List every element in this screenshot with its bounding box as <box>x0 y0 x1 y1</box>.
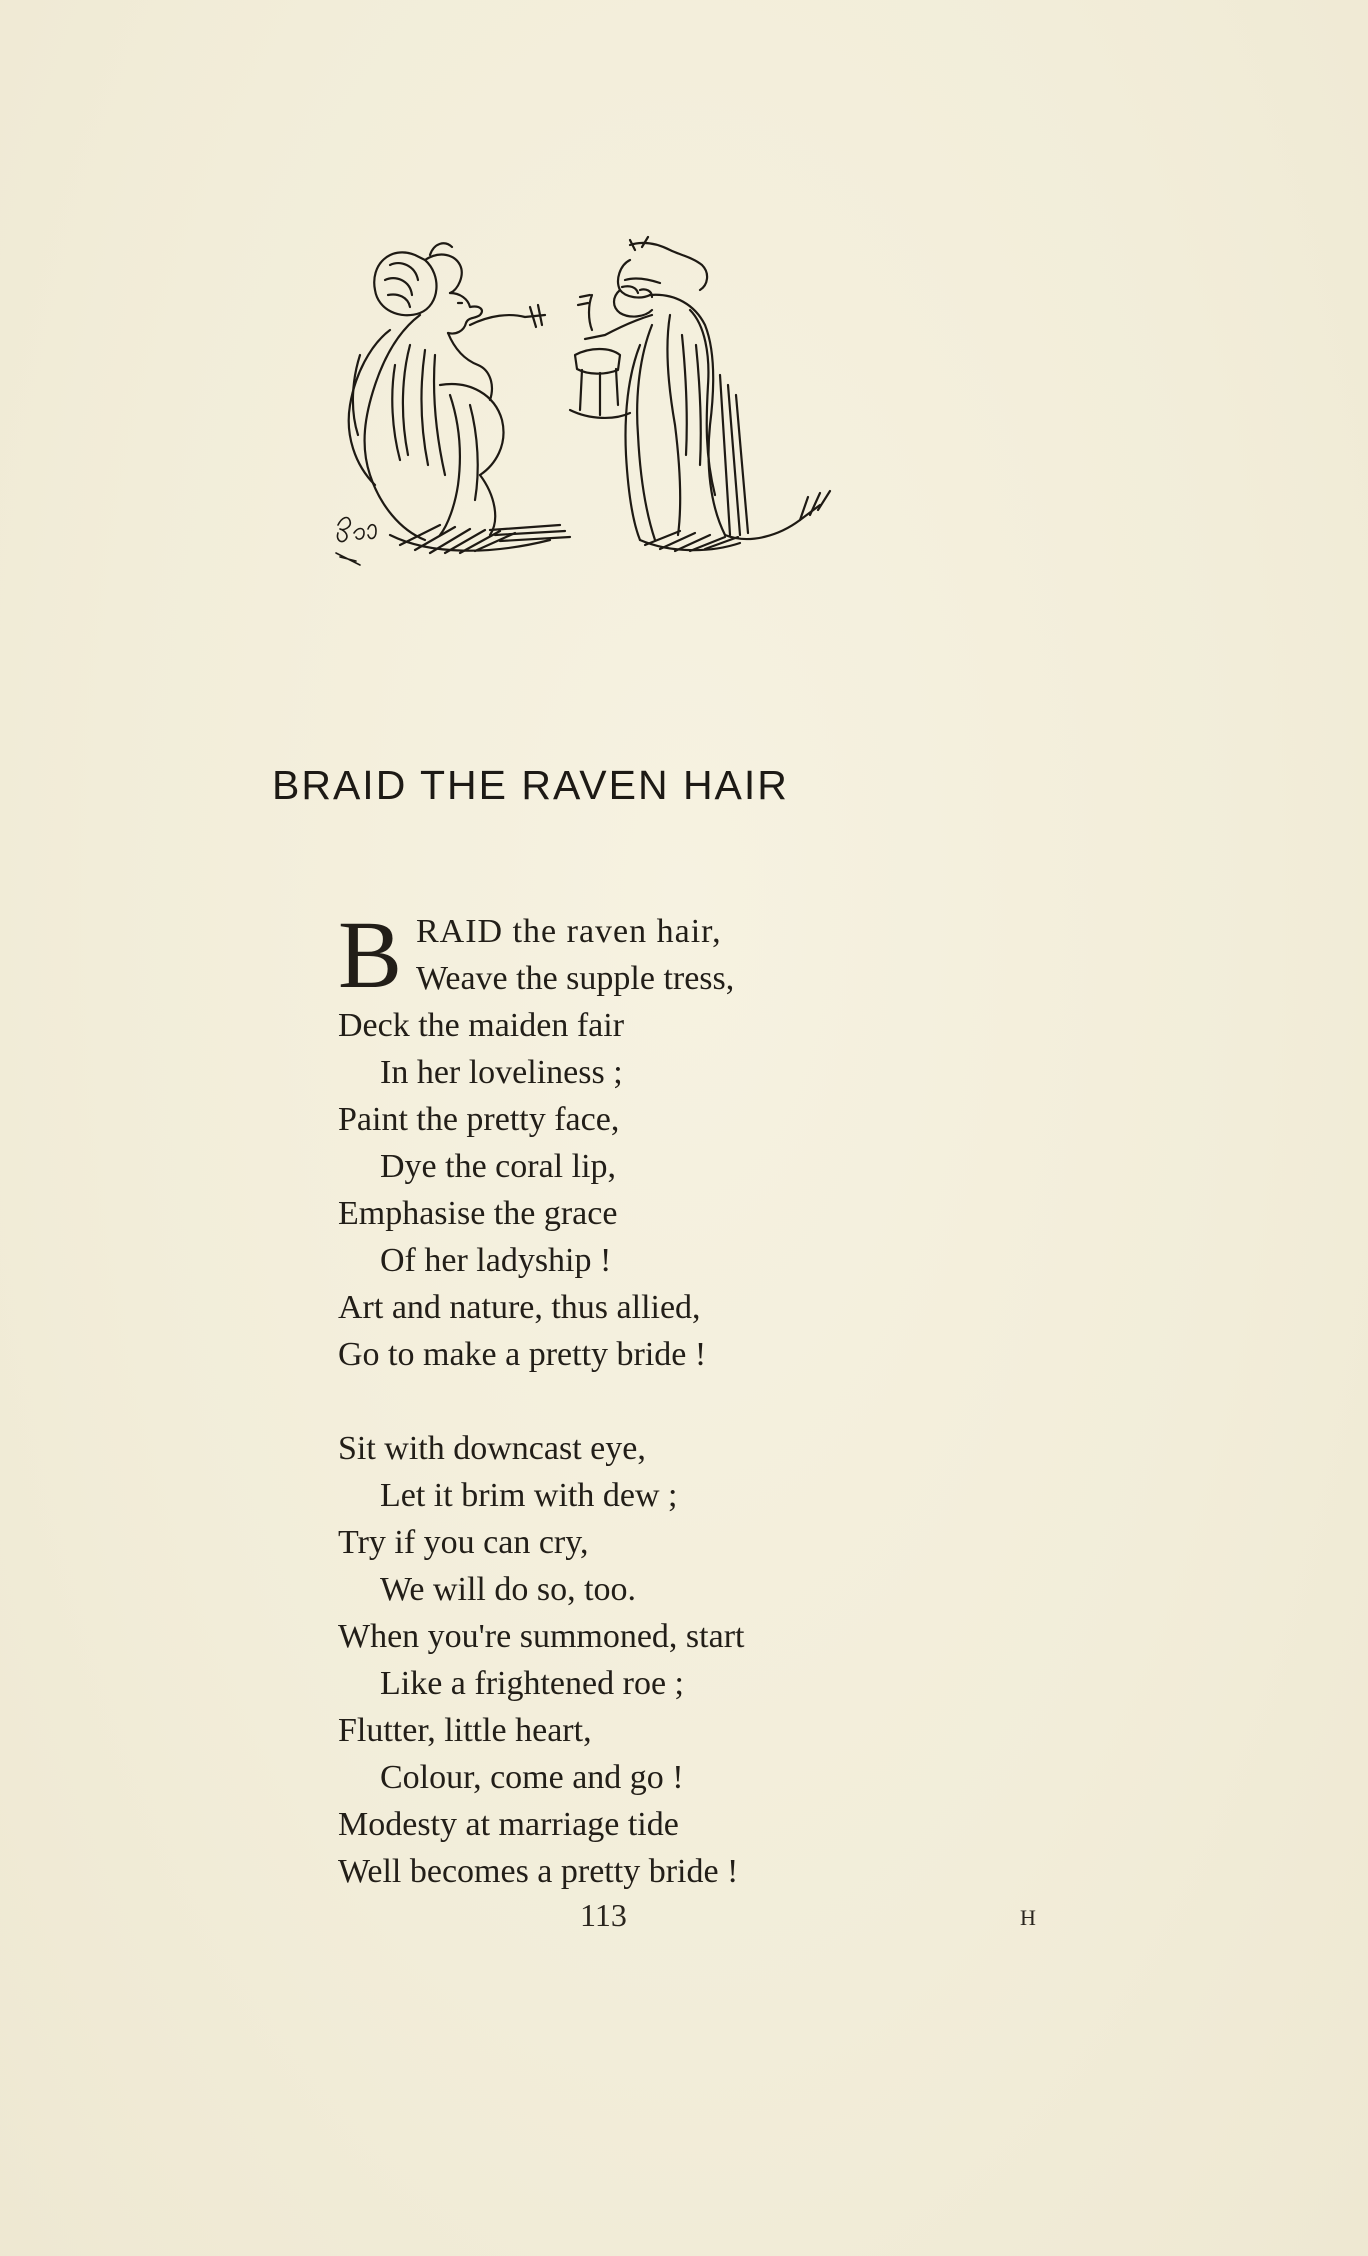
stanza-2 <box>338 1425 958 1895</box>
poem-line: Dye the coral lip, <box>380 1148 617 1185</box>
poem-line: Weave the supple tress, <box>416 960 735 997</box>
poem-line: Well becomes a pretty bride ! <box>338 1853 739 1890</box>
left-figure <box>349 243 570 553</box>
page-number: 113 <box>580 1897 627 1933</box>
poem-line: Like a frightened roe ; <box>380 1665 684 1702</box>
poem-line: Paint the pretty face, <box>338 1101 620 1138</box>
poem-line: Colour, come and go ! <box>380 1759 684 1796</box>
poem-line: Deck the maiden fair <box>338 1007 625 1044</box>
two-figures-illustration <box>330 235 870 585</box>
poem-line: Go to make a pretty bride ! <box>338 1336 707 1373</box>
poem-line: We will do so, too. <box>380 1571 637 1608</box>
right-figure <box>570 237 830 551</box>
poem-line: Flutter, little heart, <box>338 1712 592 1749</box>
artist-monogram <box>336 518 376 565</box>
drop-cap: B <box>338 901 403 1008</box>
poem-line: In her loveliness ; <box>380 1054 623 1091</box>
poem-line: Art and nature, thus allied, <box>338 1289 701 1326</box>
stanza-1 <box>338 901 958 1378</box>
poem-line: Emphasise the grace <box>338 1195 618 1232</box>
first-line-rest: RAID the raven hair, <box>416 913 722 950</box>
signature-mark: H <box>1020 1905 1036 1930</box>
poem-line: Let it brim with dew ; <box>380 1477 678 1514</box>
poem-line: Try if you can cry, <box>338 1524 589 1561</box>
poem-title: BRAID THE RAVEN HAIR <box>272 762 789 808</box>
poem-line: Sit with downcast eye, <box>338 1430 646 1467</box>
poem-line: Of her ladyship ! <box>380 1242 612 1279</box>
poem-line: When you're summoned, start <box>338 1618 745 1655</box>
poem-line: Modesty at marriage tide <box>338 1806 679 1843</box>
poem-line <box>338 908 958 955</box>
